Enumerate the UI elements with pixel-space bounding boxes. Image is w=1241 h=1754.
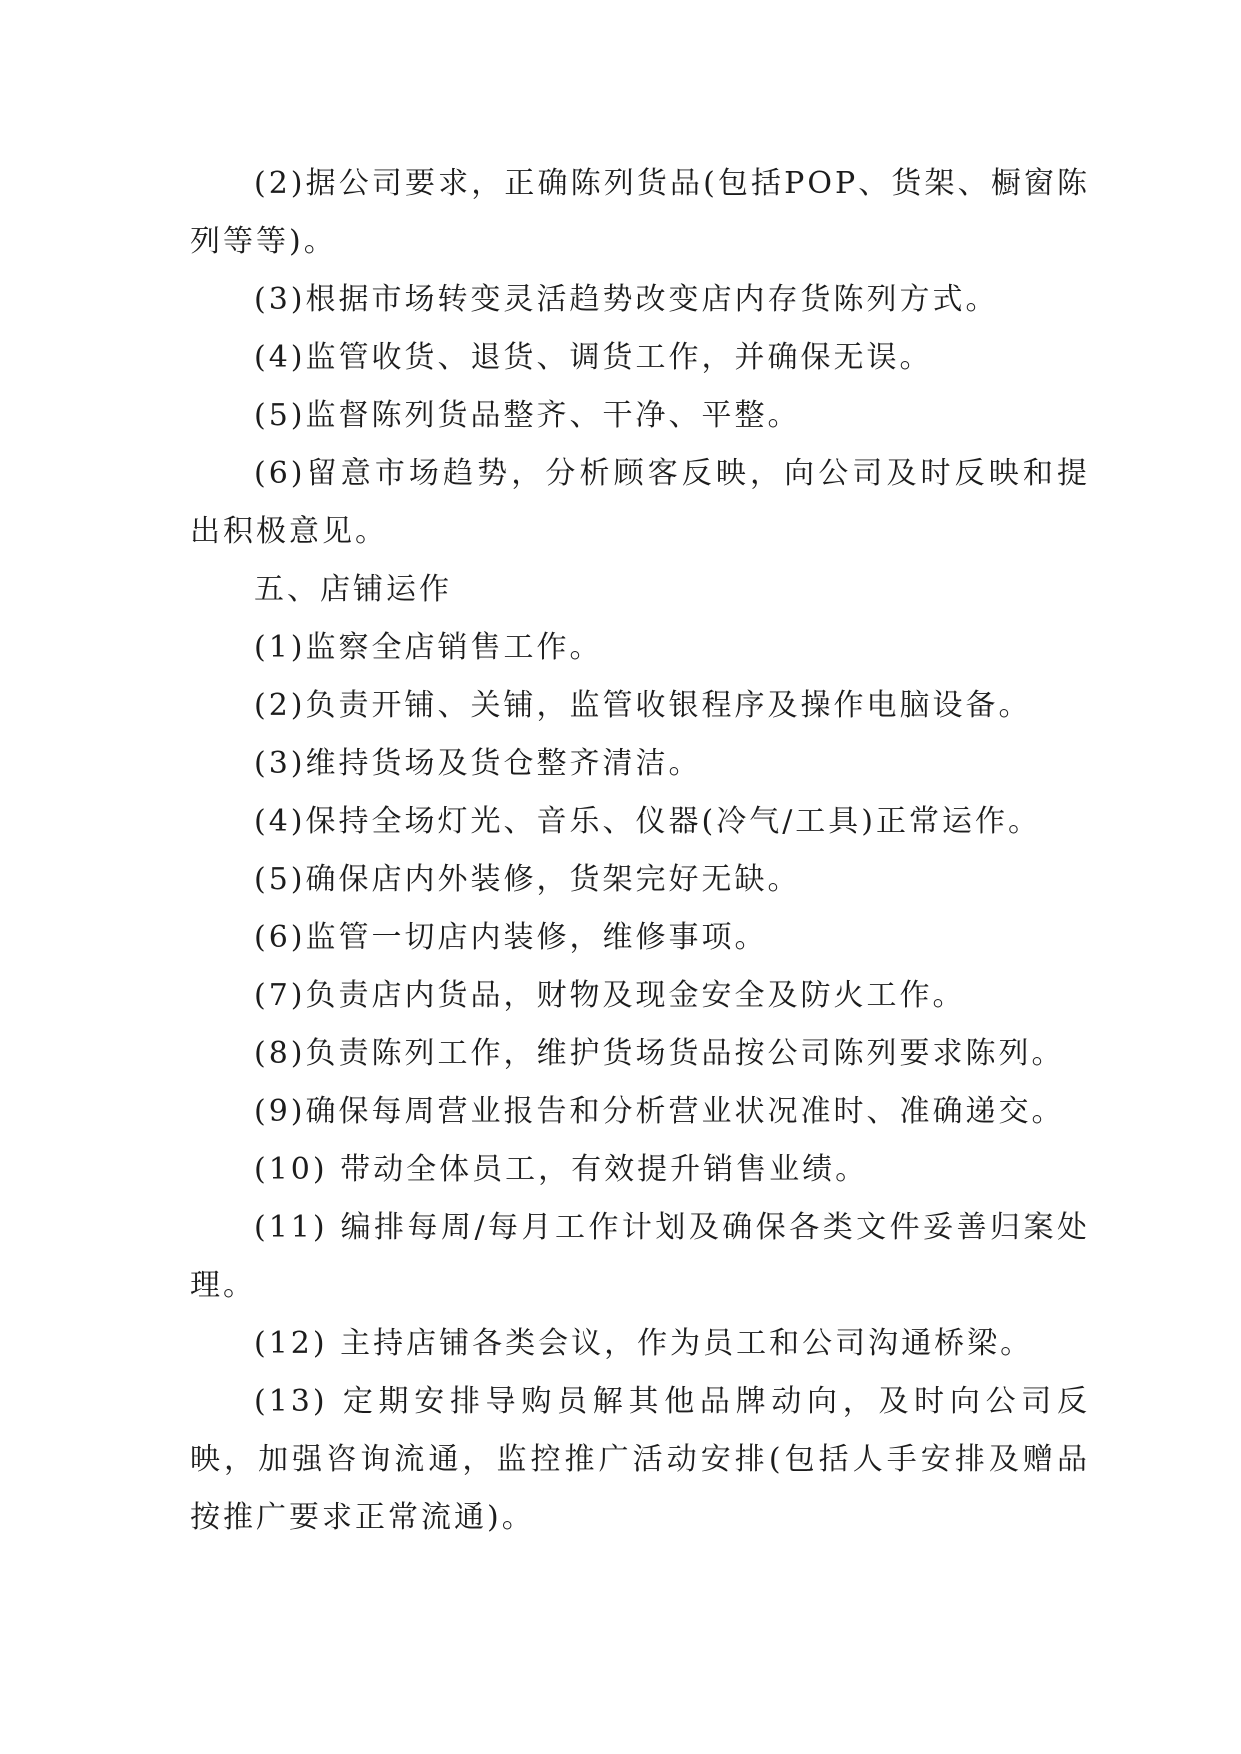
paragraph: (6)留意市场趋势，分析顾客反映，向公司及时反映和提出积极意见。	[190, 456, 1090, 549]
paragraph: (4)保持全场灯光、音乐、仪器(冷气/工具)正常运作。	[254, 804, 1042, 839]
paragraph: (12) 主持店铺各类会议，作为员工和公司沟通桥梁。	[254, 1326, 1034, 1361]
paragraph: (6)监管一切店内装修，维修事项。	[254, 920, 768, 955]
paragraph: (9)确保每周营业报告和分析营业状况准时、准确递交。	[254, 1094, 1065, 1129]
paragraph: (8)负责陈列工作，维护货场货品按公司陈列要求陈列。	[254, 1036, 1065, 1071]
paragraph: (7)负责店内货品，财物及现金安全及防火工作。	[254, 978, 966, 1013]
paragraph: (3)维持货场及货仓整齐清洁。	[254, 746, 702, 781]
paragraph: (5)监督陈列货品整齐、干净、平整。	[254, 398, 801, 433]
paragraph: (3)根据市场转变灵活趋势改变店内存货陈列方式。	[254, 282, 999, 317]
paragraph: (2)负责开铺、关铺，监管收银程序及操作电脑设备。	[254, 688, 1032, 723]
document-body	[190, 155, 1090, 1547]
paragraph: (13) 定期安排导购员解其他品牌动向，及时向公司反映，加强咨询流通，监控推广活动安排(包括人手安排及赠品按推广要求正常流通)。	[190, 1384, 1090, 1535]
paragraph: (4)监管收货、退货、调货工作，并确保无误。	[254, 340, 933, 375]
section-heading: 五、店铺运作	[254, 572, 452, 607]
paragraph: (2)据公司要求，正确陈列货品(包括POP、货架、橱窗陈列等等)。	[190, 166, 1090, 259]
paragraph: (11) 编排每周/每月工作计划及确保各类文件妥善归案处理。	[190, 1210, 1090, 1303]
paragraph: (1)监察全店销售工作。	[254, 630, 603, 665]
paragraph: (10) 带动全体员工，有效提升销售业绩。	[254, 1152, 869, 1187]
paragraph: (5)确保店内外装修，货架完好无缺。	[254, 862, 801, 897]
